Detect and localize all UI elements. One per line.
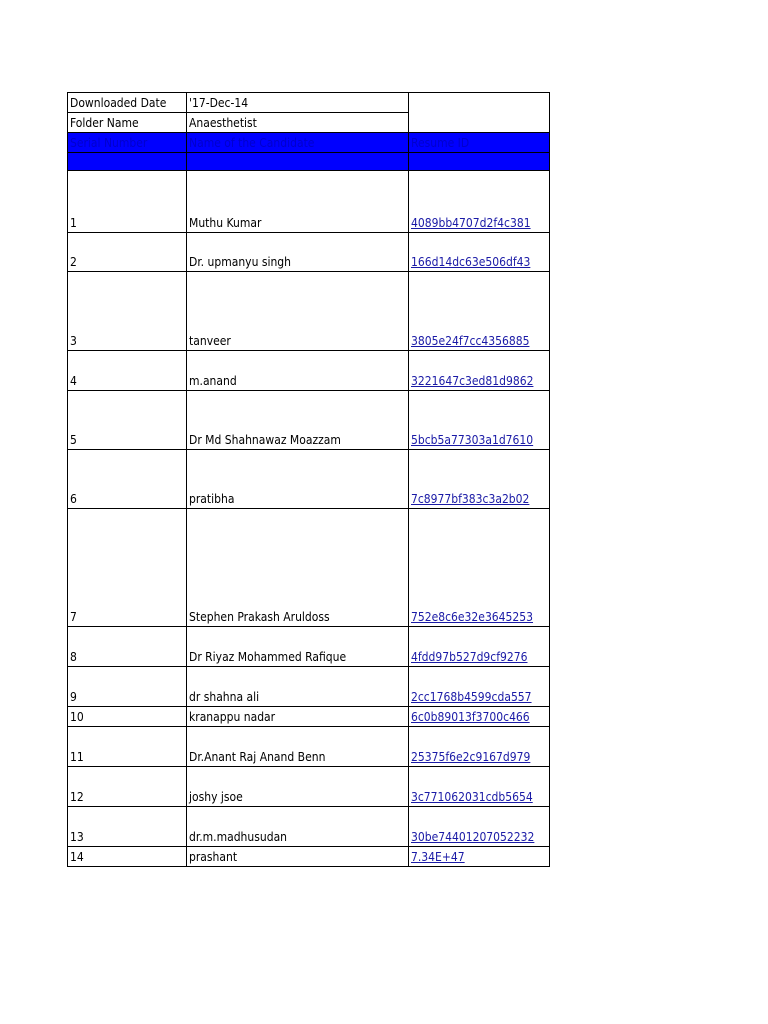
blue-cell	[68, 153, 187, 171]
candidate-name-cell: prashant	[187, 847, 409, 867]
serial-number-cell: 14	[68, 847, 187, 867]
folder-name-value: Anaesthetist	[187, 113, 409, 133]
table-row	[68, 509, 550, 627]
serial-number-cell: 1	[68, 171, 187, 233]
table-row	[68, 272, 550, 351]
candidate-name-cell: kranappu nadar	[187, 707, 409, 727]
resume-id-link[interactable]: 7c8977bf383c3a2b02	[409, 450, 550, 509]
candidate-sheet	[67, 92, 550, 867]
folder-name-row	[68, 113, 550, 133]
resume-id-link[interactable]: 3805e24f7cc4356885	[409, 272, 550, 351]
table-row	[68, 233, 550, 272]
serial-number-cell: 7	[68, 509, 187, 627]
table-row	[68, 450, 550, 509]
resume-id-link[interactable]: 30be74401207052232	[409, 807, 550, 847]
serial-number-cell: 11	[68, 727, 187, 767]
candidate-name-cell: Dr. upmanyu singh	[187, 233, 409, 272]
resume-id-link[interactable]: 166d14dc63e506df43	[409, 233, 550, 272]
resume-id-link[interactable]: 7.34E+47	[409, 847, 550, 867]
resume-id-link[interactable]: 6c0b89013f3700c466	[409, 707, 550, 727]
serial-number-cell: 3	[68, 272, 187, 351]
header-resume-id: Resume ID	[409, 133, 550, 153]
empty-cell	[409, 93, 550, 113]
empty-cell	[409, 113, 550, 133]
candidate-name-cell: dr shahna ali	[187, 667, 409, 707]
table-row	[68, 707, 550, 727]
candidate-name-cell: pratibha	[187, 450, 409, 509]
table-row	[68, 667, 550, 707]
table-row	[68, 727, 550, 767]
candidate-name-cell: m.anand	[187, 351, 409, 391]
resume-id-link[interactable]: 2cc1768b4599cda557	[409, 667, 550, 707]
serial-number-cell: 13	[68, 807, 187, 847]
resume-id-link[interactable]: 3221647c3ed81d9862	[409, 351, 550, 391]
header-serial-number: Serial Number	[68, 133, 187, 153]
resume-id-link[interactable]: 4089bb4707d2f4c381	[409, 171, 550, 233]
serial-number-cell: 10	[68, 707, 187, 727]
resume-id-link[interactable]: 5bcb5a77303a1d7610	[409, 391, 550, 450]
header-candidate-name: Name of the Candidate	[187, 133, 409, 153]
serial-number-cell: 9	[68, 667, 187, 707]
table-row	[68, 807, 550, 847]
blue-spacer-row	[68, 153, 550, 171]
blue-cell	[187, 153, 409, 171]
candidate-name-cell: Dr.Anant Raj Anand Benn	[187, 727, 409, 767]
downloaded-date-value: '17-Dec-14	[187, 93, 409, 113]
resume-id-link[interactable]: 752e8c6e32e3645253	[409, 509, 550, 627]
table-row	[68, 767, 550, 807]
candidate-name-cell: Dr Md Shahnawaz Moazzam	[187, 391, 409, 450]
serial-number-cell: 12	[68, 767, 187, 807]
resume-id-link[interactable]: 4fdd97b527d9cf9276	[409, 627, 550, 667]
table-row	[68, 391, 550, 450]
candidate-name-cell: joshy jsoe	[187, 767, 409, 807]
candidate-name-cell: tanveer	[187, 272, 409, 351]
serial-number-cell: 5	[68, 391, 187, 450]
serial-number-cell: 8	[68, 627, 187, 667]
candidate-name-cell: Muthu Kumar	[187, 171, 409, 233]
candidate-name-cell: Dr Riyaz Mohammed Rafique	[187, 627, 409, 667]
downloaded-date-label: Downloaded Date	[68, 93, 187, 113]
serial-number-cell: 6	[68, 450, 187, 509]
folder-name-label: Folder Name	[68, 113, 187, 133]
serial-number-cell: 2	[68, 233, 187, 272]
resume-id-link[interactable]: 25375f6e2c9167d979	[409, 727, 550, 767]
blue-cell	[409, 153, 550, 171]
header-row	[68, 133, 550, 153]
table-row	[68, 171, 550, 233]
table-row	[68, 847, 550, 867]
serial-number-cell: 4	[68, 351, 187, 391]
candidate-name-cell: Stephen Prakash Aruldoss	[187, 509, 409, 627]
table-row	[68, 627, 550, 667]
downloaded-date-row	[68, 93, 550, 113]
candidate-name-cell: dr.m.madhusudan	[187, 807, 409, 847]
resume-id-link[interactable]: 3c771062031cdb5654	[409, 767, 550, 807]
table-row	[68, 351, 550, 391]
